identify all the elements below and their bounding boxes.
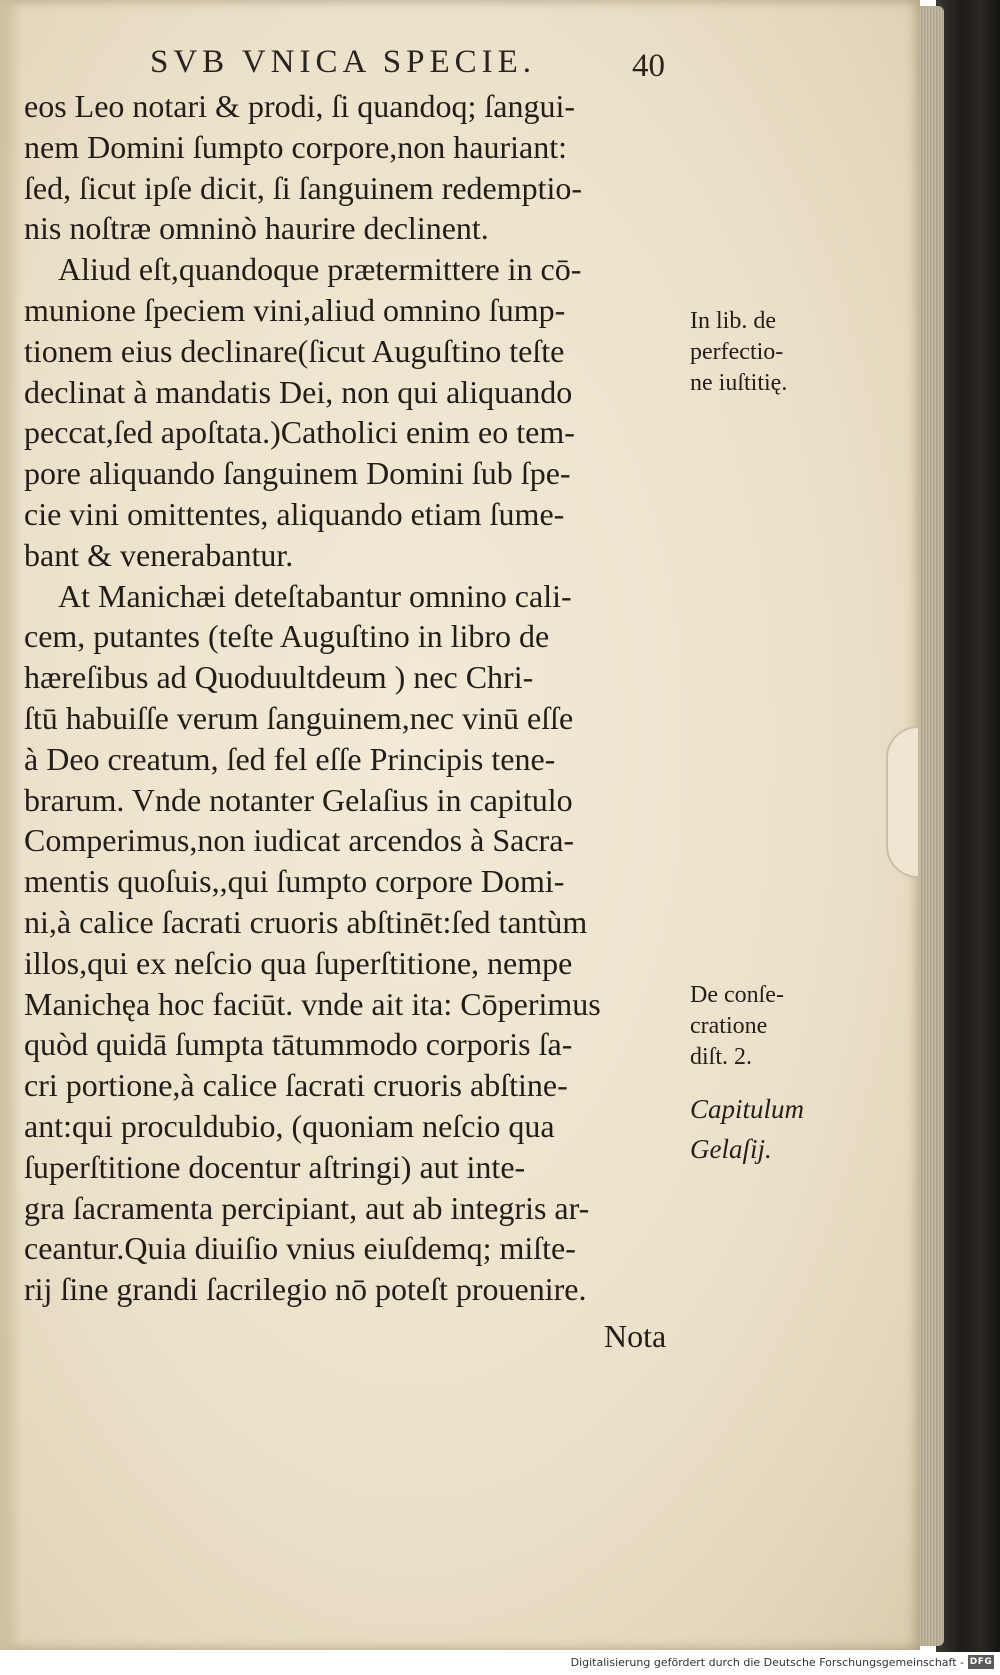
text-line: ſtū habuiſſe verum ſanguinem,nec vinū eſſe <box>24 699 574 736</box>
text-line: cie vini omittentes, aliquando etiam ſume- <box>24 495 565 532</box>
book-binding-edge <box>936 0 1000 1652</box>
dfg-logo: DFG <box>969 1657 993 1667</box>
text-line: gra ſacramenta percipiant, aut ab integris ar- <box>24 1189 590 1226</box>
text-line: ni,à calice ſacrati cruoris abſtinēt:ſed tantùm <box>24 903 588 940</box>
page-number: 40 <box>632 48 665 84</box>
text-line: rij ſine grandi ſacrilegio nō poteſt prouenire. <box>24 1271 587 1308</box>
text-line: At Manichæi deteſtabantur omnino cali- <box>58 577 572 614</box>
text-line: nem Domini ſumpto corpore,non hauriant: <box>24 128 567 165</box>
page-tab-mark <box>886 726 918 878</box>
text-line: declinat à mandatis Dei, non qui aliquando <box>24 373 573 410</box>
text-line: ſed, ſicut ipſe dicit, ſi ſanguinem redemptio- <box>24 169 583 206</box>
digitization-credit: Digitalisierung gefördert durch die Deutsche Forschungsgemeinschaft - <box>570 1656 964 1669</box>
margin-note-line: cratione <box>690 1013 768 1039</box>
text-line: eos Leo notari & prodi, ſi quandoq; ſangui- <box>24 88 575 124</box>
text-line: ceantur.Quia diuiſio vnius eiuſdemq; miſte- <box>24 1230 576 1267</box>
text-line: cri portione,à calice ſacrati cruoris abſtine- <box>24 1067 568 1104</box>
text-line: brarum. Vnde notanter Gelaſius in capitulo <box>24 781 573 818</box>
margin-note-line: perfectio- <box>690 339 784 365</box>
margin-note-line: ne iuſtitię. <box>690 370 788 396</box>
margin-note-line: Capitulum <box>690 1094 805 1124</box>
text-line: tionem eius declinare(ſicut Auguſtino teſte <box>24 332 565 369</box>
margin-note-capitulum <box>690 1094 804 1165</box>
text-line: bant & venerabantur. <box>24 536 294 573</box>
margin-note-line: In lib. de <box>690 308 776 334</box>
running-head: SVB VNICA SPECIE. <box>150 44 537 80</box>
catchword: Nota <box>604 1318 667 1354</box>
text-line: quòd quidā ſumpta tātummodo corporis ſa- <box>24 1026 573 1063</box>
gutter-shadow <box>0 0 22 1650</box>
margin-note-line: De conſe- <box>690 982 784 1008</box>
text-line: Comperimus,non iudicat arcendos à Sacra- <box>24 822 575 859</box>
margin-note-line: Gelaſij. <box>690 1134 772 1164</box>
text-line: peccat,ſed apoſtata.)Catholici enim eo tem- <box>24 414 575 451</box>
text-line: hæreſibus ad Quoduultdeum ) nec Chri- <box>24 659 534 696</box>
text-line: illos,qui ex neſcio qua ſuperſtitione, nempe <box>24 944 573 981</box>
margin-note-perfectione <box>690 306 787 399</box>
main-text-block <box>24 86 689 1310</box>
text-line: Manichęa hoc faciūt. vnde ait ita: Cōperimus <box>24 985 601 1022</box>
text-line: nis noſtræ omninò haurire declinent. <box>24 210 489 247</box>
text-line: munione ſpeciem vini,aliud omnino ſump- <box>24 291 566 328</box>
text-line: ant:qui proculdubio, (quoniam neſcio qua <box>24 1107 555 1144</box>
text-line: pore aliquando ſanguinem Domini ſub ſpe- <box>24 455 571 492</box>
text-line: ſuperſtitione docentur aſtringi) aut inte- <box>24 1148 526 1185</box>
text-line: Aliud eſt,quandoque prætermittere in cō- <box>58 251 582 288</box>
text-line: à Deo creatum, ſed fel eſſe Principis tene- <box>24 740 556 777</box>
text-line: mentis quoſuis,,qui ſumpto corpore Domi- <box>24 863 565 900</box>
margin-note-line: diſt. 2. <box>690 1044 753 1070</box>
margin-note-consecratione <box>690 980 784 1073</box>
text-line: cem, putantes (teſte Auguſtino in libro de <box>24 618 550 655</box>
